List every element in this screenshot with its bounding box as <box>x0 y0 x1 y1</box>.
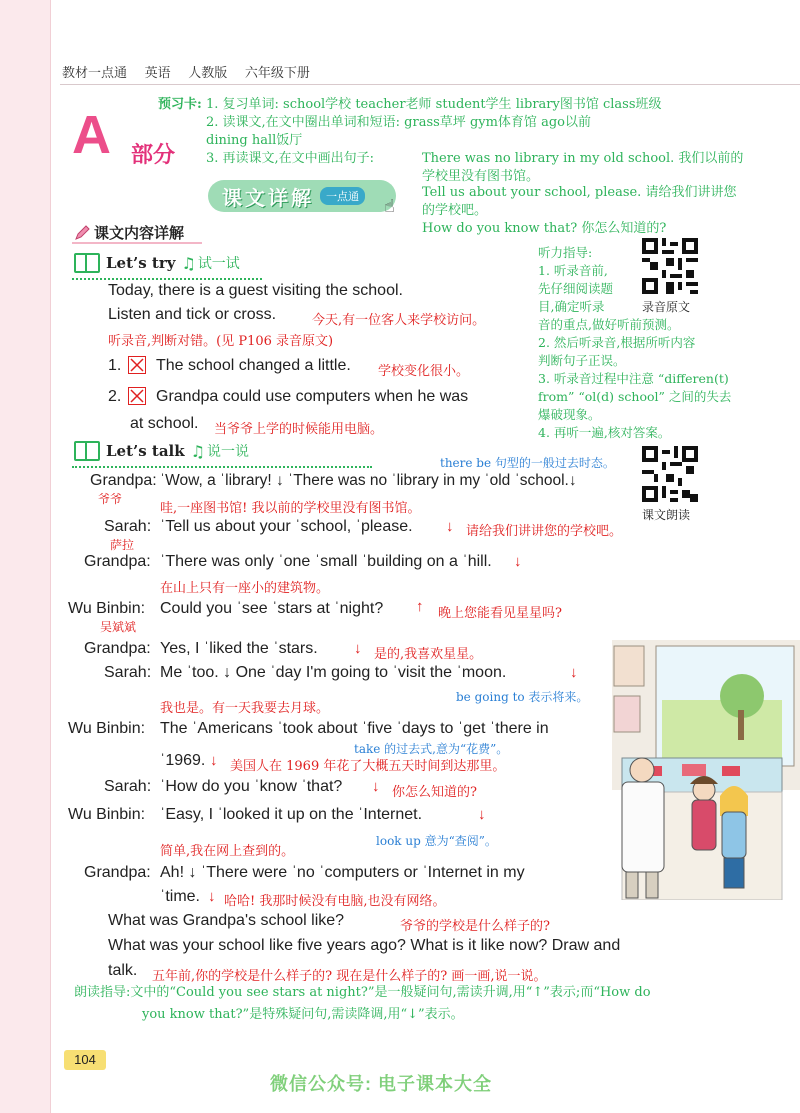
question-a-cn: 爷爷的学校是什么样子的? <box>400 919 550 934</box>
pointing-hand-icon: ☝ <box>384 196 395 216</box>
try-q2b: at school. <box>130 415 199 432</box>
speaker-wu-binbin: Wu Binbin: <box>68 720 146 737</box>
part-label: 部分 <box>131 142 176 167</box>
falling-arrow-icon: ↓ <box>570 664 578 681</box>
speaker-cn: 吴斌斌 <box>100 620 137 634</box>
banner-title: 课文详解 <box>222 187 314 210</box>
note-look-up: look up 意为“查阅”。 <box>376 834 497 848</box>
speaker-sarah: Sarah: <box>104 778 152 795</box>
speaker-cn: 爷爷 <box>98 492 123 506</box>
footer-watermark: 微信公众号: 电子课本大全 <box>270 1074 492 1094</box>
preview-sentence1: There was no library in my old school. 我们以前的 <box>422 151 744 166</box>
dialogue-en: Ah! ↓ ˈThere were ˈno ˈcomputers or ˈInternet in my <box>160 864 525 881</box>
dialogue-cn: 是的,我喜欢星星。 <box>374 647 483 662</box>
try-q1: The school changed a little. <box>156 357 351 374</box>
dialogue-en: ˈEasy, I ˈlooked it up on the ˈInternet. <box>160 806 423 823</box>
dialogue-cn: 在山上只有一座小的建筑物。 <box>160 581 330 596</box>
qr2-label: 课文朗读 <box>642 508 691 522</box>
falling-arrow-icon: ↓ <box>208 888 216 905</box>
speaker-grandpa: Grandpa: <box>84 553 151 570</box>
section-title <box>74 222 184 243</box>
dialogue-cn: 你怎么知道的? <box>392 785 477 800</box>
reading-guide-line2: you know that?”是特殊疑问句,需读降调,用“↓”表示。 <box>142 1007 464 1022</box>
header-edition: 人教版 <box>188 65 228 80</box>
try-q2a: Grandpa could use computers when he was <box>156 388 469 405</box>
qr-code-icon[interactable] <box>642 446 698 502</box>
reading-guide-line1: 朗读指导:文中的“Could you see stars at night?”是一般疑问句,需读升调,用“↑”表示;而“How do <box>74 985 651 1000</box>
note-going-to: be going to 表示将来。 <box>456 690 589 704</box>
falling-arrow-icon: ↓ <box>478 806 486 823</box>
header-series: 教材一点通 <box>62 65 128 80</box>
dialogue-cn: 晚上您能看见星星吗? <box>438 606 562 621</box>
dialogue-en: ˈWow, a ˈlibrary! ↓ ˈThere was no ˈlibrary in my ˈold ˈschool.↓ <box>160 472 577 489</box>
preview-line2b: dining hall饭厅 <box>206 133 303 148</box>
qr-code-icon[interactable] <box>642 238 698 294</box>
section-title-text: 课文内容详解 <box>94 225 185 242</box>
page-number: 104 <box>64 1050 106 1070</box>
dialogue-cn: 简单,我在网上查到的。 <box>160 844 295 859</box>
dialogue-en: Me ˈtoo. ↓ One ˈday I'm going to ˈvisit the ˈmoon. <box>160 664 507 681</box>
cross-mark-icon[interactable] <box>128 356 146 374</box>
preview-line3: 3. 再读课文,在文中画出句子: <box>206 151 375 166</box>
try-q2-cn: 当爷爷上学的时候能用电脑。 <box>214 422 384 437</box>
try-intro1: Today, there is a guest visiting the school. <box>108 282 403 299</box>
dialogue-cn: 我也是。有一天我要去月球。 <box>160 701 330 716</box>
cross-mark-icon[interactable] <box>128 387 146 405</box>
listening-l7: 3. 听录音过程中注意 “differen(t) <box>538 371 729 386</box>
preview-sentence2: Tell us about your school, please. 请给我们讲讲您 <box>422 185 737 200</box>
headphone-icon: ♫ <box>190 441 205 461</box>
dialogue-cn: 美国人在 1969 年花了大概五天时间到达那里。 <box>230 759 506 774</box>
falling-arrow-icon: ↓ <box>210 752 218 769</box>
preview-line1: 1. 复习单词: school学校 teacher老师 student学生 library图书馆 class班级 <box>206 97 662 112</box>
listening-l8: from” “ol(d) school” 之间的失去 <box>538 389 732 404</box>
question-c: talk. <box>108 962 138 979</box>
speaker-wu-binbin: Wu Binbin: <box>68 806 146 823</box>
dialogue-en2: ˈ1969. <box>160 752 206 769</box>
preview-sentence2b: 的学校吧。 <box>422 203 488 218</box>
note-there-be: there be 句型的一般过去时态。 <box>440 456 615 470</box>
try-tag <box>74 253 240 273</box>
try-q2-num: 2. <box>108 388 122 405</box>
pencil-icon <box>74 225 90 241</box>
falling-arrow-icon: ↓ <box>446 518 454 535</box>
header-subject: 英语 <box>144 65 171 80</box>
question-b: What was your school like five years ago? What is it like now? Draw and <box>108 937 621 954</box>
speaker-grandpa: Grandpa: <box>90 472 157 489</box>
listening-l1: 1. 听录音前, <box>538 263 608 278</box>
speaker-sarah: Sarah: <box>104 664 152 681</box>
header-divider <box>60 84 800 85</box>
headphone-icon: ♫ <box>181 253 196 273</box>
dialogue-en: ˈHow do you ˈknow ˈthat? <box>160 778 343 795</box>
preview-line2: 2. 读课文,在文中圈出单词和短语: grass草坪 gym体育馆 ago以前 <box>206 115 591 130</box>
banner-sub: 一点通 <box>320 187 365 205</box>
lesson-banner <box>208 180 396 212</box>
speaker-sarah: Sarah: <box>104 518 152 535</box>
falling-arrow-icon: ↓ <box>514 553 522 570</box>
listening-l2: 先仔细阅读题 <box>538 281 614 296</box>
question-c-cn: 五年前,你的学校是什么样子的? 现在是什么样子的? 画一画,说一说。 <box>152 969 547 984</box>
falling-arrow-icon: ↓ <box>372 778 380 795</box>
dialogue-cn: 请给我们讲讲您的学校吧。 <box>466 524 623 539</box>
preview-sentence1b: 学校里没有图书馆。 <box>422 169 540 184</box>
dialogue-cn: 哇,一座图书馆! 我以前的学校里没有图书馆。 <box>160 501 421 516</box>
running-header <box>62 62 324 81</box>
book-icon <box>74 441 100 461</box>
listening-l4: 音的重点,做好听前预测。 <box>538 317 680 332</box>
section-underline <box>72 242 202 244</box>
question-a: What was Grandpa's school like? <box>108 912 345 929</box>
preview-title: 预习卡: <box>158 97 202 112</box>
try-q1-num: 1. <box>108 357 122 374</box>
falling-arrow-icon: ↓ <box>354 640 362 657</box>
preview-sentence3: How do you know that? 你怎么知道的? <box>422 221 667 236</box>
try-intro2-cn: 今天,有一位客人来学校访问。 <box>312 313 486 328</box>
dialogue-en: The ˈAmericans ˈtook about ˈfive ˈdays to ˈget ˈthere in <box>160 720 549 737</box>
talk-tag-en: Let’s talk <box>106 442 185 460</box>
dialogue-cn: 哈哈! 我那时候没有电脑,也没有网络。 <box>224 894 446 909</box>
try-tag-en: Let’s try <box>106 254 176 272</box>
speaker-grandpa: Grandpa: <box>84 864 151 881</box>
dialogue-en: ˈThere was only ˈone ˈsmall ˈbuilding on a ˈhill. <box>160 553 492 570</box>
try-q1-cn: 学校变化很小。 <box>378 364 470 379</box>
try-intro2: Listen and tick or cross. <box>108 306 277 323</box>
listening-title: 听力指导: <box>538 245 593 260</box>
dialogue-en: Yes, I ˈliked the ˈstars. <box>160 640 318 657</box>
book-icon <box>74 253 100 273</box>
part-letter: A <box>72 105 111 165</box>
header-grade: 六年级下册 <box>244 65 310 80</box>
dialogue-en: Could you ˈsee ˈstars at ˈnight? <box>160 600 384 617</box>
talk-tag-cn: 说一说 <box>207 444 249 460</box>
dialogue-en2: ˈtime. <box>160 888 200 905</box>
listening-l9: 爆破现象。 <box>538 407 601 422</box>
try-tag-cn: 试一试 <box>197 256 240 272</box>
rising-arrow-icon: ↑ <box>416 598 424 615</box>
qr1-label: 录音原文 <box>642 300 691 314</box>
try-intro3-cn: 听录音,判断对错。(见 P106 录音原文) <box>108 334 334 349</box>
talk-tag <box>74 441 249 461</box>
note-take: take 的过去式,意为“花费”。 <box>354 742 509 756</box>
listening-l10: 4. 再听一遍,核对答案。 <box>538 425 671 440</box>
speaker-cn: 萨拉 <box>110 538 135 552</box>
museum-illustration <box>592 640 800 900</box>
listening-l5: 2. 然后听录音,根据所听内容 <box>538 335 696 350</box>
listening-l3: 目,确定听录 <box>538 299 605 314</box>
dialogue-en: ˈTell us about your ˈschool, ˈplease. <box>160 518 413 535</box>
listening-l6: 判断句子正误。 <box>538 353 626 368</box>
speaker-grandpa: Grandpa: <box>84 640 151 657</box>
speaker-wu-binbin: Wu Binbin: <box>68 600 146 617</box>
